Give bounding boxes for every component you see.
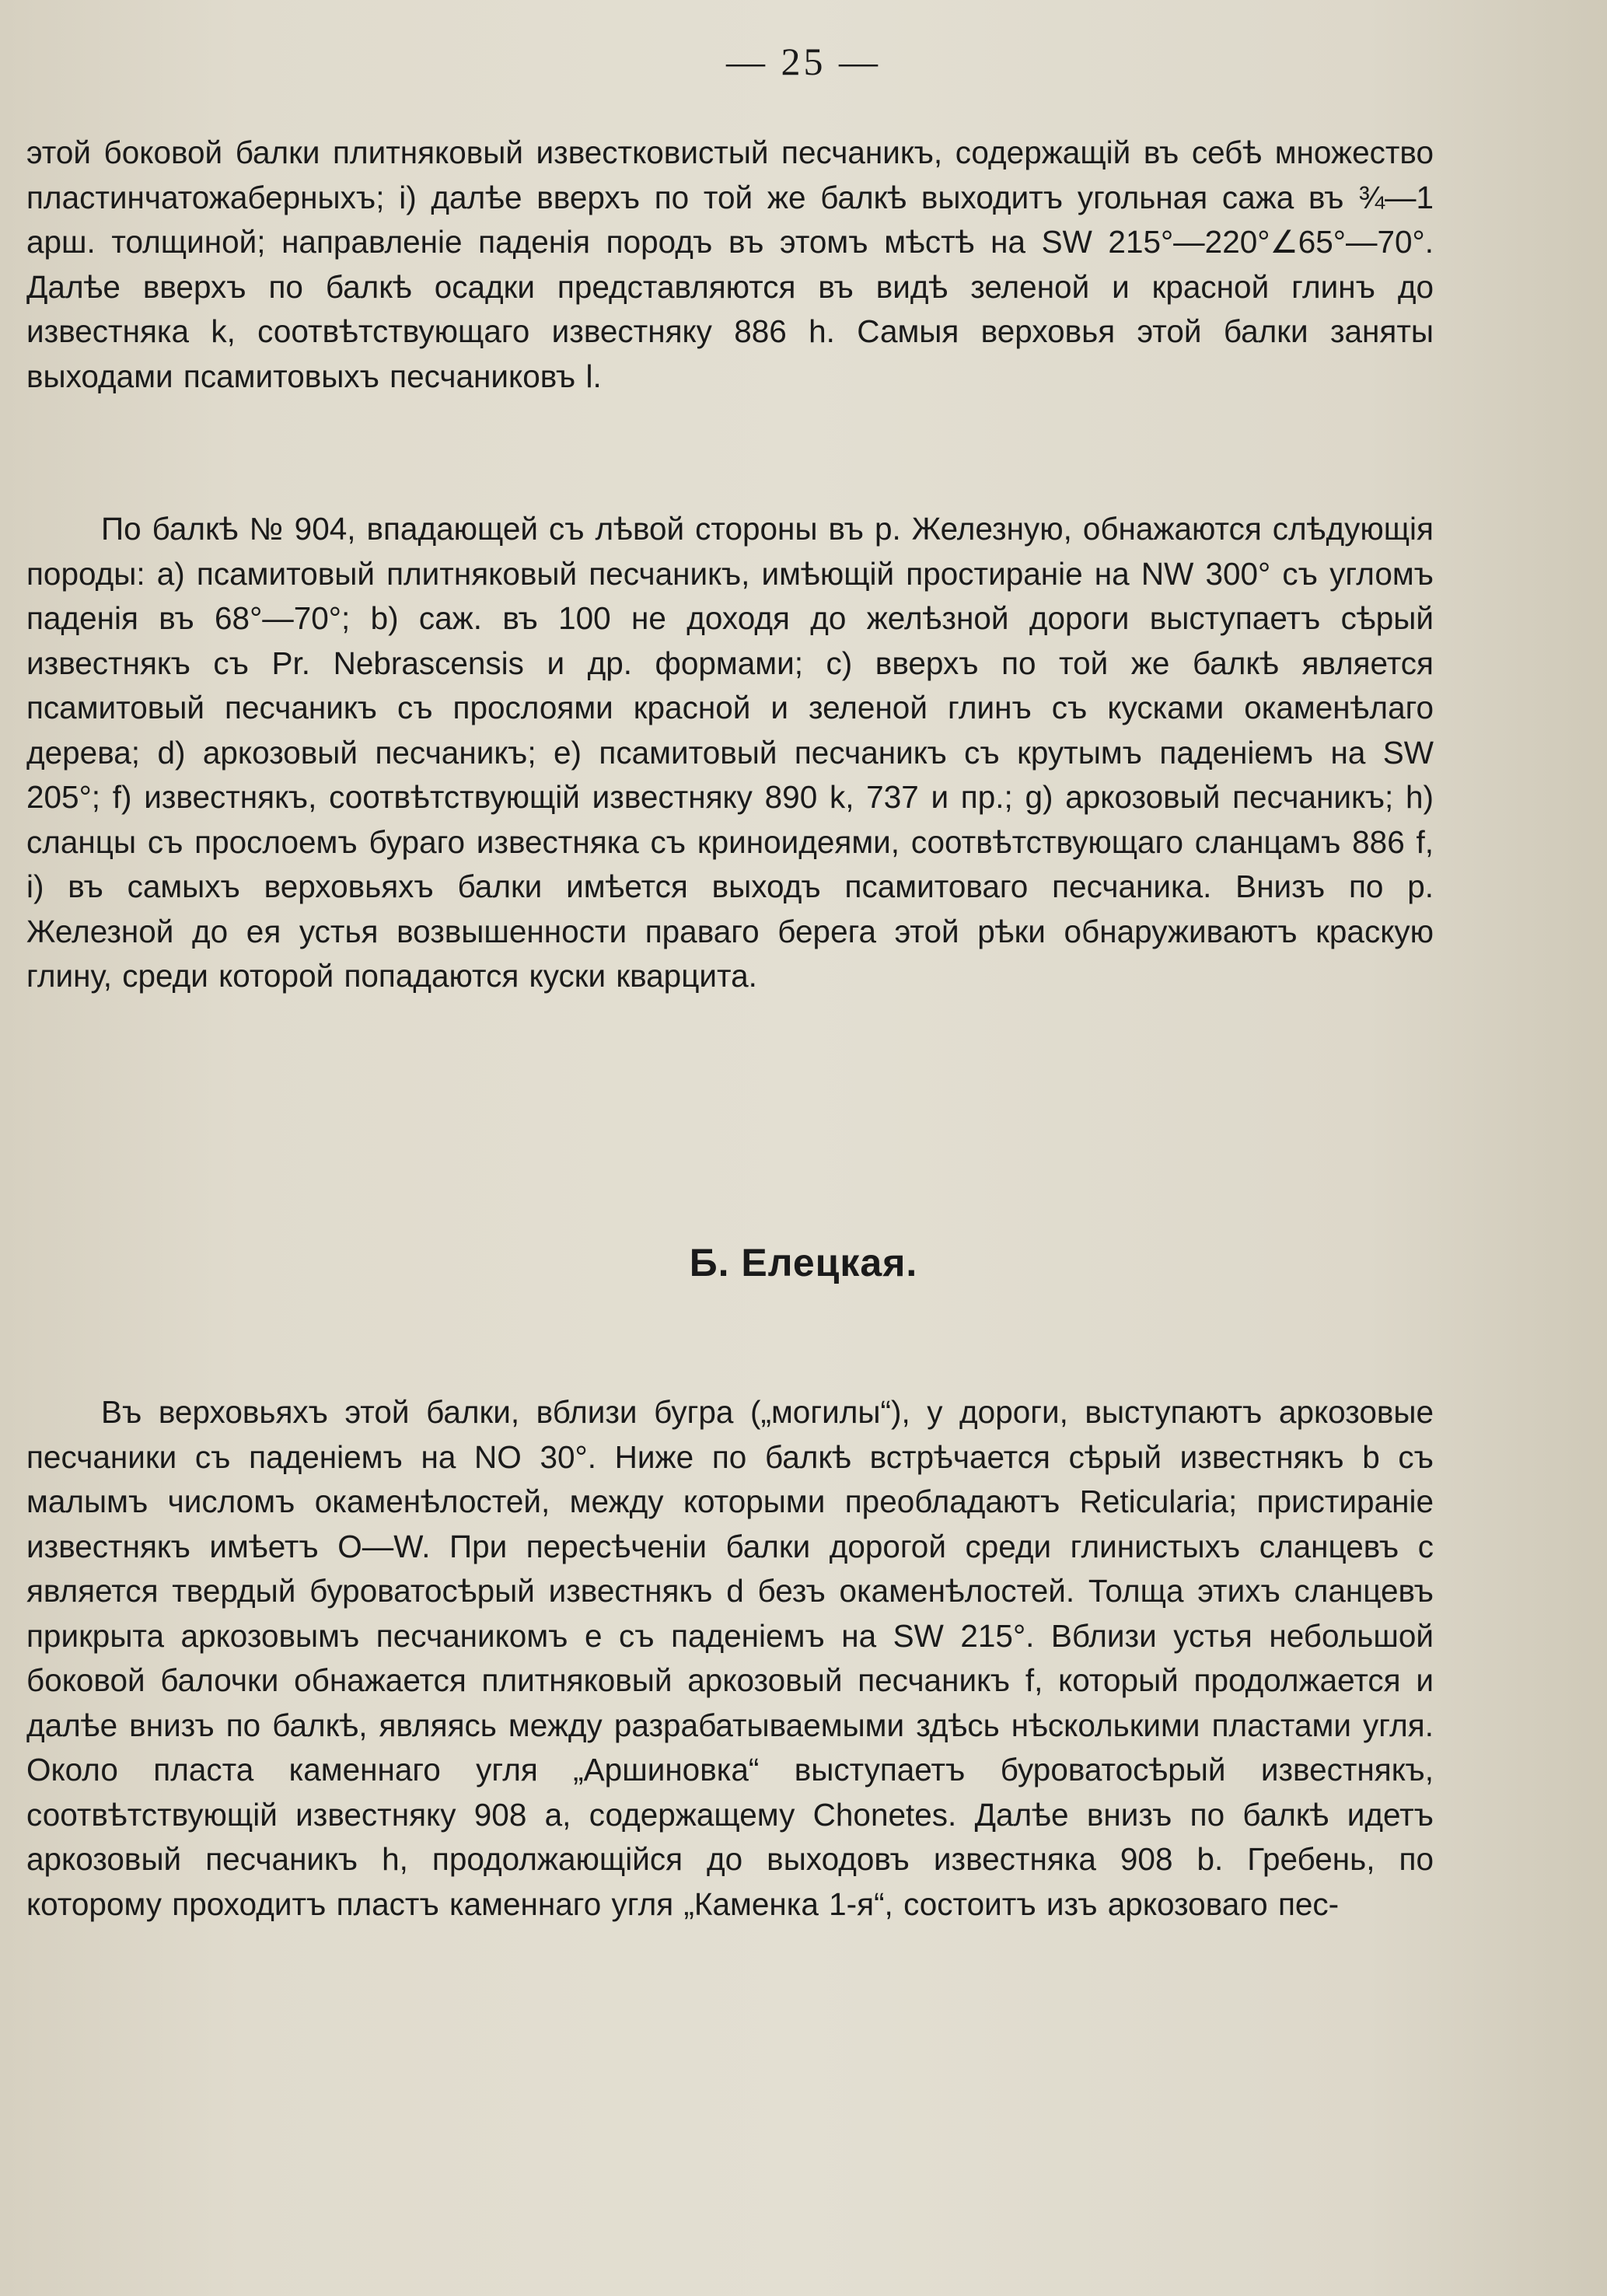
paragraph-continuation xyxy=(26,131,1434,399)
paragraph-text: По балкѣ № 904, впадающей съ лѣвой стороны въ р. Железную, обнажаются слѣдующія породы: a) псамитовый плитняковый песчаникъ, имѣющій простираніе на NW 300° съ угломъ паденія въ 68°—70°; b) саж. въ 100 не доходя до желѣзной дороги выступаетъ сѣрый известнякъ съ Pr. Nebrascensis и др. формами; c) вверхъ по той же балкѣ является псамитовый песчаникъ съ прослоями красной и зеленой глинъ съ кусками окаменѣлаго дерева; d) аркозовый песчаникъ; e) псамитовый песчаникъ съ крутымъ паденіемъ на SW 205°; f) известнякъ, соотвѣтствующій известняку 890 k, 737 и пр.; g) аркозовый песчаникъ; h) сланцы съ прослоемъ бураго известняка съ криноидеями, соотвѣтствующаго сланцамъ 886 f, i) въ самыхъ верховьяхъ балки имѣется выходъ псамитоваго песчаника. Внизъ по р. Железной до ея устья возвышенности праваго берега этой рѣки обнаруживаютъ краскую глину, среди которой попадаются куски кварцита. xyxy=(26,511,1434,994)
paragraph-eletskaya xyxy=(26,1390,1434,1927)
paragraph-balka-904 xyxy=(26,507,1434,999)
paragraph-text: этой боковой балки плитняковый известковистый песчаникъ, содержащій въ себѣ множество пластинчатожаберныхъ; i) далѣе вверхъ по той же балкѣ выходитъ угольная сажа въ ¾—1 арш. толщиной; направленіе паденія породъ въ этомъ мѣстѣ на SW 215°—220°∠65°—70°. Далѣе вверхъ по балкѣ осадки представляются въ видѣ зеленой и красной глинъ до известняка k, соотвѣтствующаго известняку 886 h. Самыя верховья этой балки заняты выходами псамитовыхъ песчаниковъ l. xyxy=(26,135,1434,394)
page-number: — 25 — xyxy=(726,40,881,83)
section-heading: Б. Елецкая. xyxy=(689,1241,918,1284)
paragraph-text: Въ верховьяхъ этой балки, вблизи бугра („могилы“), у дороги, выступаютъ аркозовые песчаники съ паденіемъ на NO 30°. Ниже по балкѣ встрѣчается сѣрый известнякъ b съ малымъ числомъ окаменѣлостей, между которыми преобладаютъ Reticularia; пристираніе известнякъ имѣетъ O—W. При пересѣченіи балки дорогой среди глинистыхъ сланцевъ c является твердый буроватосѣрый известнякъ d безъ окаменѣлостей. Толща этихъ сланцевъ прикрыта аркозовымъ песчаникомъ e съ паденіемъ на SW 215°. Вблизи устья небольшой боковой балочки обнажается плитняковый аркозовый песчаникъ f, который продолжается и далѣе внизъ по балкѣ, являясь между разрабатываемыми здѣсь нѣсколькими пластами угля. Около пласта каменнаго угля „Аршиновка“ выступаетъ буроватосѣрый известнякъ, соотвѣтствующій известняку 908 a, содержащему Chonetes. Далѣе внизъ по балкѣ идетъ аркозовый песчаникъ h, продолжающійся до выходовъ известняка 908 b. Гребень, по которому проходитъ пластъ каменнаго угля „Каменка 1-я“, состоитъ изъ аркозоваго пес- xyxy=(26,1394,1434,1922)
